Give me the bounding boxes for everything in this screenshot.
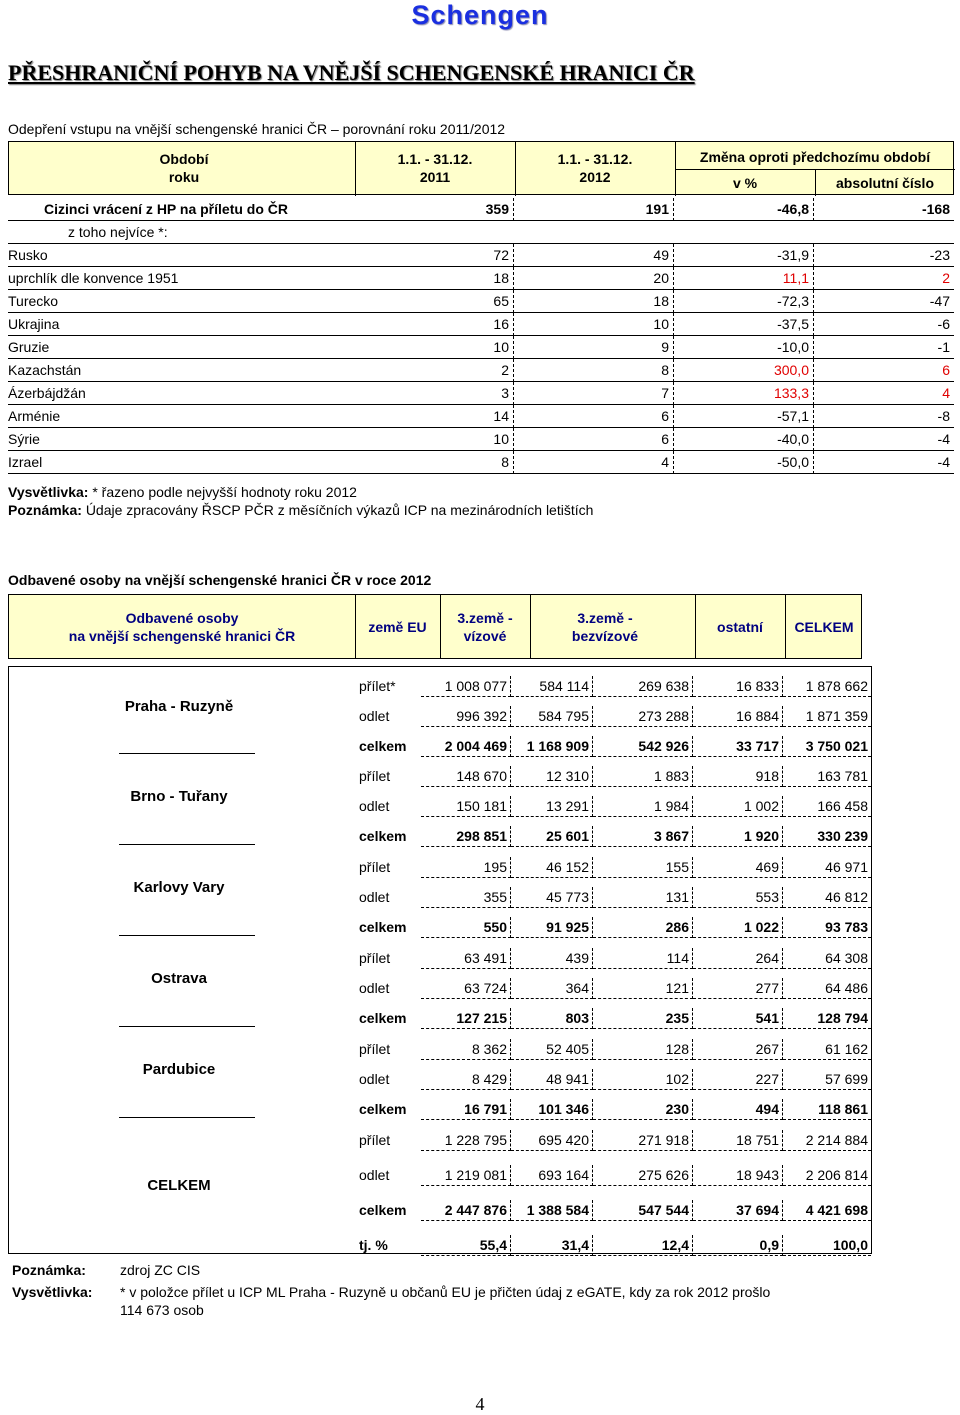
col-visafree-header bbox=[530, 609, 680, 645]
cell-value: 155 bbox=[593, 857, 693, 878]
cell-value: 12 310 bbox=[511, 766, 593, 787]
cell-value: 298 851 bbox=[421, 826, 511, 847]
value-2011: 18 bbox=[354, 267, 514, 290]
value-2012: 49 bbox=[514, 244, 674, 267]
col-2011-year: 2011 bbox=[419, 169, 451, 185]
cell-value: 584 795 bbox=[511, 706, 593, 727]
flow-type: přílet bbox=[359, 768, 391, 784]
airport-name: CELKEM bbox=[147, 1177, 211, 1194]
airport-name: Karlovy Vary bbox=[133, 879, 225, 896]
airport-name: Ostrava bbox=[151, 970, 207, 987]
cell-value: 439 bbox=[511, 948, 593, 969]
cell-value: 271 918 bbox=[593, 1130, 693, 1151]
cell-value: 8 362 bbox=[421, 1039, 511, 1060]
cell-value: 1 008 077 bbox=[421, 676, 511, 697]
refusal-table-header bbox=[8, 141, 954, 195]
change-header: Změna oproti předchozímu období bbox=[699, 149, 931, 165]
value-2012: 4 bbox=[514, 451, 674, 474]
flow-type: odlet bbox=[359, 798, 390, 814]
cell-value: 364 bbox=[511, 978, 593, 999]
processed-note-label bbox=[12, 1262, 86, 1278]
value-abs: -168 bbox=[921, 201, 950, 217]
value-abs: 2 bbox=[942, 270, 950, 286]
flow-type: celkem bbox=[359, 1010, 407, 1026]
flow-row bbox=[9, 917, 871, 937]
cell-value: 1 871 359 bbox=[783, 706, 871, 727]
cell-value: 264 bbox=[693, 948, 783, 969]
refusal-explanation bbox=[8, 484, 357, 500]
col-2011-header bbox=[355, 150, 515, 186]
value-2012: 6 bbox=[514, 428, 674, 451]
row-label: Cizinci vrácení z HP na příletu do ČR bbox=[44, 201, 289, 217]
country-name: uprchlík dle konvence 1951 bbox=[8, 270, 179, 286]
cell-value: 2 214 884 bbox=[783, 1130, 871, 1151]
col-visa-line1: 3.země - bbox=[457, 610, 513, 626]
flow-type: celkem bbox=[359, 738, 407, 754]
cell-value: 996 392 bbox=[421, 706, 511, 727]
cell-value: 542 926 bbox=[593, 736, 693, 757]
note-label: Poznámka: bbox=[8, 502, 82, 518]
country-name: Ukrajina bbox=[8, 316, 60, 332]
value-pct: -50,0 bbox=[674, 451, 814, 474]
flow-type: přílet bbox=[359, 1041, 391, 1057]
flow-row bbox=[9, 706, 871, 726]
value-pct: -57,1 bbox=[674, 405, 814, 428]
flow-row bbox=[9, 1200, 871, 1220]
flow-type: odlet bbox=[359, 1071, 390, 1087]
cell-value: 2 004 469 bbox=[421, 736, 511, 757]
value-2012: 191 bbox=[514, 198, 674, 221]
value-pct: -31,9 bbox=[674, 244, 814, 267]
cell-value: 163 781 bbox=[783, 766, 871, 787]
country-name: Arménie bbox=[8, 408, 61, 424]
cell-value: 121 bbox=[593, 978, 693, 999]
refusal-section-title: Odepření vstupu na vnější schengenské hranici ČR – porovnání roku 2011/2012 bbox=[8, 121, 506, 137]
cell-value: 101 346 bbox=[511, 1099, 593, 1120]
cell-value: 18 751 bbox=[693, 1130, 783, 1151]
value-pct: -72,3 bbox=[674, 290, 814, 313]
cell-value: 91 925 bbox=[511, 917, 593, 938]
value-2012: 8 bbox=[514, 359, 674, 382]
cell-value: 584 114 bbox=[511, 676, 593, 697]
flow-row bbox=[9, 826, 871, 846]
note2-label: Poznámka: bbox=[12, 1262, 86, 1278]
cell-value: 1 883 bbox=[593, 766, 693, 787]
flow-row bbox=[9, 1008, 871, 1028]
flow-row bbox=[9, 766, 871, 786]
flow-row bbox=[9, 1069, 871, 1089]
value-2011: 2 bbox=[354, 359, 514, 382]
cell-value: 25 601 bbox=[511, 826, 593, 847]
cell-value: 102 bbox=[593, 1069, 693, 1090]
cell-value: 1 002 bbox=[693, 796, 783, 817]
value-2011: 3 bbox=[354, 382, 514, 405]
cell-value: 166 458 bbox=[783, 796, 871, 817]
cell-value: 1 022 bbox=[693, 917, 783, 938]
flow-type: tj. % bbox=[359, 1237, 388, 1253]
cell-value: 128 bbox=[593, 1039, 693, 1060]
cell-value: 1 878 662 bbox=[783, 676, 871, 697]
processed-table bbox=[8, 666, 872, 1254]
country-name: Sýrie bbox=[8, 431, 40, 447]
page-title: Schengen bbox=[411, 0, 549, 30]
col-other-header: ostatní bbox=[717, 619, 763, 635]
cell-value: 1 984 bbox=[593, 796, 693, 817]
value-2012: 7 bbox=[514, 382, 674, 405]
value-2012: 10 bbox=[514, 313, 674, 336]
col-visafree-line2: bezvízové bbox=[571, 628, 639, 644]
cell-value: 918 bbox=[693, 766, 783, 787]
country-row bbox=[8, 428, 954, 451]
flow-type: celkem bbox=[359, 1101, 407, 1117]
cell-value: 230 bbox=[593, 1099, 693, 1120]
col-visa-header bbox=[440, 609, 530, 645]
processed-explanation-text-2: 114 673 osob bbox=[120, 1302, 204, 1318]
period-header bbox=[109, 150, 259, 186]
value-2011: 65 bbox=[354, 290, 514, 313]
cell-value: 2 206 814 bbox=[783, 1165, 871, 1186]
cell-value: 13 291 bbox=[511, 796, 593, 817]
col-2011-range: 1.1. - 31.12. bbox=[397, 151, 473, 167]
col-total-header: CELKEM bbox=[794, 619, 854, 635]
cell-value: 118 861 bbox=[783, 1099, 871, 1120]
page-number: 4 bbox=[475, 1394, 485, 1414]
cell-value: 235 bbox=[593, 1008, 693, 1029]
subheading-row bbox=[8, 221, 954, 244]
value-pct: -46,8 bbox=[674, 198, 814, 221]
note-text: Údaje zpracovány ŘSCP PČR z měsíčních výkazů ICP na mezinárodních letištích bbox=[85, 502, 594, 518]
total-refusals-row bbox=[8, 198, 954, 221]
col-2012-header bbox=[515, 150, 675, 186]
flow-type: celkem bbox=[359, 919, 407, 935]
processed-note-text: zdroj ZC CIS bbox=[120, 1262, 201, 1278]
cell-value: 469 bbox=[693, 857, 783, 878]
flow-type: celkem bbox=[359, 1202, 407, 1218]
cell-value: 3 867 bbox=[593, 826, 693, 847]
country-row bbox=[8, 451, 954, 474]
cell-value: 1 920 bbox=[693, 826, 783, 847]
cell-value: 541 bbox=[693, 1008, 783, 1029]
value-pct: 11,1 bbox=[674, 267, 814, 290]
cell-value: 46 152 bbox=[511, 857, 593, 878]
flow-type: odlet bbox=[359, 708, 390, 724]
value-2011: 10 bbox=[354, 336, 514, 359]
flow-type: přílet bbox=[359, 859, 391, 875]
flow-row bbox=[9, 948, 871, 968]
explanation-label: Vysvětlivka: bbox=[8, 484, 89, 500]
cell-value: 693 164 bbox=[511, 1165, 593, 1186]
period-label: Období bbox=[159, 151, 209, 167]
flow-row bbox=[9, 1039, 871, 1059]
cell-value: 150 181 bbox=[421, 796, 511, 817]
flow-type: odlet bbox=[359, 1167, 390, 1183]
flow-row bbox=[9, 1165, 871, 1185]
value-2011: 10 bbox=[354, 428, 514, 451]
cell-value: 45 773 bbox=[511, 887, 593, 908]
cell-value: 46 971 bbox=[783, 857, 871, 878]
pct-header: v % bbox=[732, 175, 758, 191]
value-pct: -40,0 bbox=[674, 428, 814, 451]
value-2012: 18 bbox=[514, 290, 674, 313]
value-abs: -47 bbox=[929, 293, 950, 309]
col0-line1: Odbavené osoby bbox=[125, 610, 239, 626]
value-pct: 133,3 bbox=[674, 382, 814, 405]
country-row bbox=[8, 244, 954, 267]
cell-value: 275 626 bbox=[593, 1165, 693, 1186]
airport-name: Praha - Ruzyně bbox=[124, 698, 234, 715]
subheading-label: z toho nejvíce *: bbox=[68, 224, 168, 240]
cell-value: 8 429 bbox=[421, 1069, 511, 1090]
flow-row bbox=[9, 857, 871, 877]
cell-value: 148 670 bbox=[421, 766, 511, 787]
value-2011: 14 bbox=[354, 405, 514, 428]
cell-value: 31,4 bbox=[511, 1235, 593, 1256]
processed-explanation-label: Vysvětlivka: bbox=[12, 1284, 93, 1300]
cell-value: 131 bbox=[593, 887, 693, 908]
cell-value: 127 215 bbox=[421, 1008, 511, 1029]
processed-explanation-text: * v položce přílet u ICP ML Praha - Ruzyně u občanů EU je přičten údaj z eGATE, kdy za rok 2012 prošlo bbox=[120, 1284, 771, 1300]
airport-name: Pardubice bbox=[142, 1061, 216, 1078]
refusal-note bbox=[8, 502, 593, 518]
value-abs: -4 bbox=[937, 431, 950, 447]
period-sublabel: roku bbox=[168, 169, 200, 185]
value-2012: 9 bbox=[514, 336, 674, 359]
cell-value: 64 308 bbox=[783, 948, 871, 969]
cell-value: 273 288 bbox=[593, 706, 693, 727]
cell-value: 267 bbox=[693, 1039, 783, 1060]
country-row bbox=[8, 382, 954, 405]
cell-value: 695 420 bbox=[511, 1130, 593, 1151]
country-name: Turecko bbox=[8, 293, 59, 309]
flow-row bbox=[9, 1235, 871, 1255]
country-row bbox=[8, 405, 954, 428]
cell-value: 61 162 bbox=[783, 1039, 871, 1060]
cell-value: 1 388 584 bbox=[511, 1200, 593, 1221]
country-row bbox=[8, 267, 954, 290]
cell-value: 12,4 bbox=[593, 1235, 693, 1256]
cell-value: 0,9 bbox=[693, 1235, 783, 1256]
value-2011: 72 bbox=[354, 244, 514, 267]
value-2011: 16 bbox=[354, 313, 514, 336]
cell-value: 33 717 bbox=[693, 736, 783, 757]
cell-value: 128 794 bbox=[783, 1008, 871, 1029]
value-abs: -4 bbox=[937, 454, 950, 470]
cell-value: 330 239 bbox=[783, 826, 871, 847]
col-2012-range: 1.1. - 31.12. bbox=[557, 151, 633, 167]
col-eu-header: země EU bbox=[368, 619, 427, 635]
cell-value: 1 228 795 bbox=[421, 1130, 511, 1151]
value-abs: -6 bbox=[937, 316, 950, 332]
value-abs: -23 bbox=[929, 247, 950, 263]
cell-value: 63 724 bbox=[421, 978, 511, 999]
country-name: Gruzie bbox=[8, 339, 50, 355]
flow-row bbox=[9, 978, 871, 998]
flow-type: odlet bbox=[359, 889, 390, 905]
cell-value: 195 bbox=[421, 857, 511, 878]
cell-value: 55,4 bbox=[421, 1235, 511, 1256]
cell-value: 227 bbox=[693, 1069, 783, 1090]
cell-value: 355 bbox=[421, 887, 511, 908]
country-row bbox=[8, 290, 954, 313]
value-abs: 6 bbox=[942, 362, 950, 378]
cell-value: 803 bbox=[511, 1008, 593, 1029]
value-abs: -1 bbox=[937, 339, 950, 355]
cell-value: 286 bbox=[593, 917, 693, 938]
value-abs: -8 bbox=[937, 408, 950, 424]
flow-type: odlet bbox=[359, 980, 390, 996]
country-name: Kazachstán bbox=[8, 362, 82, 378]
cell-value: 277 bbox=[693, 978, 783, 999]
cell-value: 52 405 bbox=[511, 1039, 593, 1060]
explanation-text: * řazeno podle nejvyšší hodnoty roku 2012 bbox=[92, 484, 357, 500]
flow-type: celkem bbox=[359, 828, 407, 844]
value-2012: 20 bbox=[514, 267, 674, 290]
cell-value: 553 bbox=[693, 887, 783, 908]
cell-value: 18 943 bbox=[693, 1165, 783, 1186]
flow-type: přílet bbox=[359, 950, 391, 966]
country-row bbox=[8, 336, 954, 359]
cell-value: 494 bbox=[693, 1099, 783, 1120]
flow-row bbox=[9, 887, 871, 907]
value-2011: 359 bbox=[354, 198, 514, 221]
cell-value: 63 491 bbox=[421, 948, 511, 969]
flow-row bbox=[9, 1099, 871, 1119]
cell-value: 57 699 bbox=[783, 1069, 871, 1090]
col-visa-line2: vízové bbox=[463, 628, 507, 644]
cell-value: 64 486 bbox=[783, 978, 871, 999]
value-2011: 8 bbox=[354, 451, 514, 474]
col-2012-year: 2012 bbox=[579, 169, 611, 185]
abs-header: absolutní číslo bbox=[835, 175, 934, 191]
cell-value: 4 421 698 bbox=[783, 1200, 871, 1221]
cell-value: 100,0 bbox=[783, 1235, 871, 1256]
flow-row bbox=[9, 796, 871, 816]
country-row bbox=[8, 313, 954, 336]
flow-row bbox=[9, 676, 871, 696]
value-2012: 6 bbox=[514, 405, 674, 428]
cell-value: 37 694 bbox=[693, 1200, 783, 1221]
col0-header bbox=[9, 609, 355, 645]
cell-value: 46 812 bbox=[783, 887, 871, 908]
value-pct: -10,0 bbox=[674, 336, 814, 359]
col0-line2: na vnější schengenské hranici ČR bbox=[68, 628, 296, 644]
country-name: Ázerbájdžán bbox=[8, 385, 86, 401]
cell-value: 547 544 bbox=[593, 1200, 693, 1221]
flow-type: přílet bbox=[359, 1132, 391, 1148]
value-abs: 4 bbox=[942, 385, 950, 401]
value-pct: 300,0 bbox=[674, 359, 814, 382]
cell-value: 2 447 876 bbox=[421, 1200, 511, 1221]
cell-value: 16 791 bbox=[421, 1099, 511, 1120]
cell-value: 114 bbox=[593, 948, 693, 969]
section-heading: PŘESHRANIČNÍ POHYB NA VNĚJŠÍ SCHENGENSKÉ HRANICI ČR bbox=[8, 60, 695, 85]
country-name: Rusko bbox=[8, 247, 48, 263]
cell-value: 48 941 bbox=[511, 1069, 593, 1090]
country-row bbox=[8, 359, 954, 382]
cell-value: 93 783 bbox=[783, 917, 871, 938]
cell-value: 16 833 bbox=[693, 676, 783, 697]
cell-value: 269 638 bbox=[593, 676, 693, 697]
airport-name: Brno - Tuřany bbox=[130, 788, 228, 805]
col-visafree-line1: 3.země - bbox=[577, 610, 633, 626]
value-pct: -37,5 bbox=[674, 313, 814, 336]
cell-value: 16 884 bbox=[693, 706, 783, 727]
flow-row bbox=[9, 1130, 871, 1150]
cell-value: 1 168 909 bbox=[511, 736, 593, 757]
cell-value: 550 bbox=[421, 917, 511, 938]
processed-table-header bbox=[8, 594, 862, 659]
country-name: Izrael bbox=[8, 454, 43, 470]
processed-section-title: Odbavené osoby na vnější schengenské hranici ČR v roce 2012 bbox=[8, 572, 432, 588]
cell-value: 3 750 021 bbox=[783, 736, 871, 757]
flow-type: přílet* bbox=[359, 678, 396, 694]
cell-value: 1 219 081 bbox=[421, 1165, 511, 1186]
